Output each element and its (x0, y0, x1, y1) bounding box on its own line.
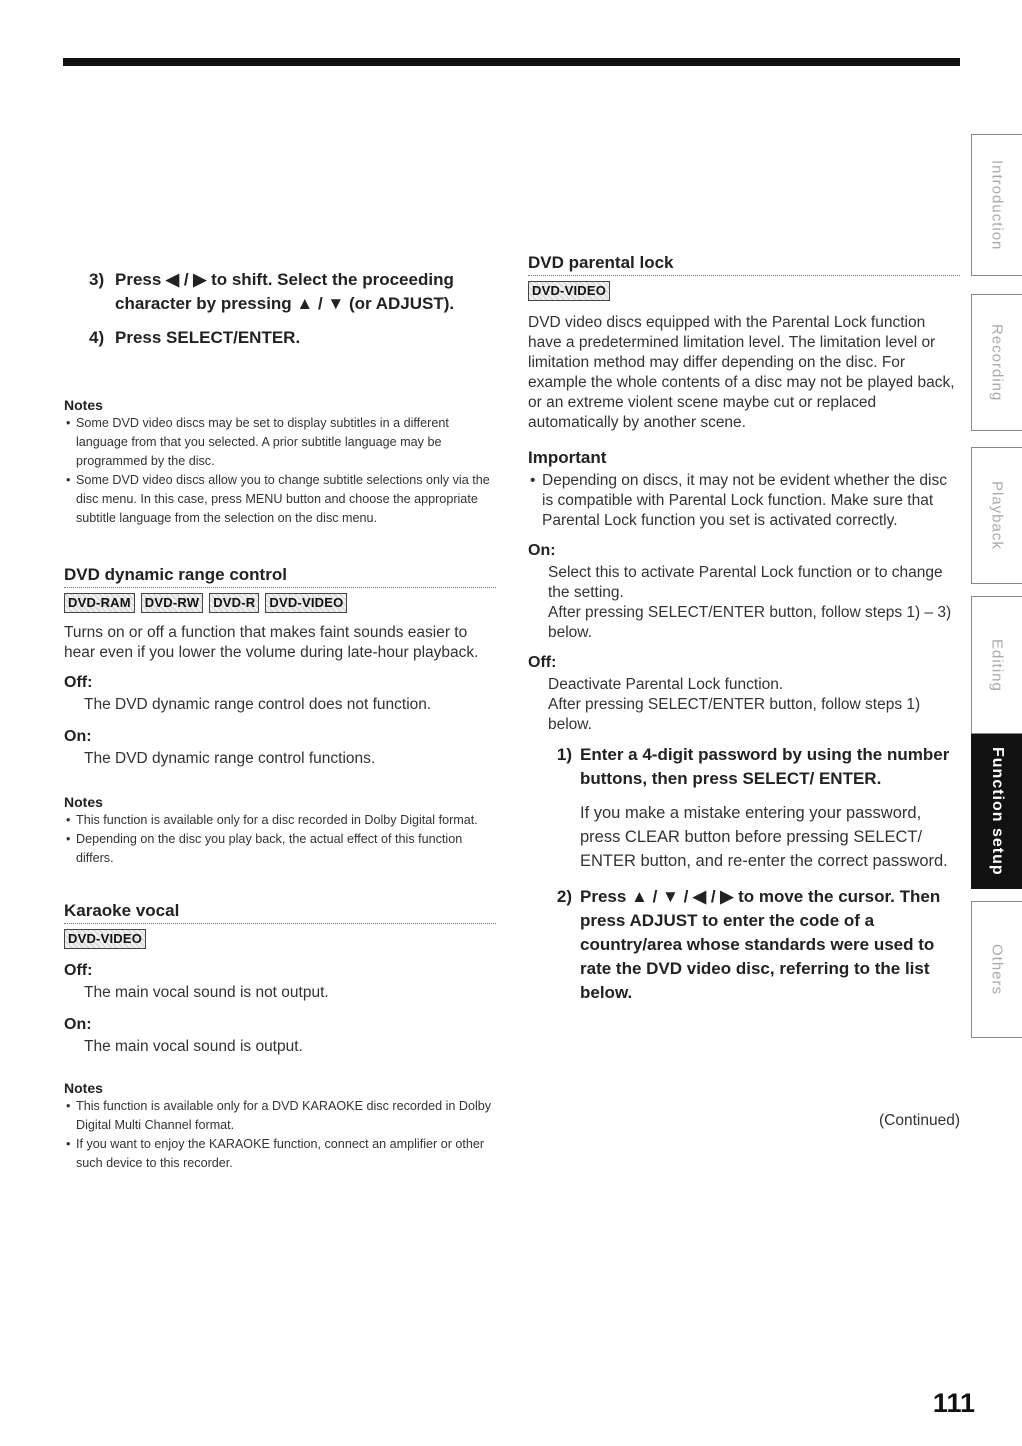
badge-dvd-video: DVD-VIDEO (528, 281, 610, 301)
important-heading: Important (528, 448, 607, 467)
section-title-drc: DVD dynamic range control (64, 564, 496, 588)
note-item: • Some DVD video discs may be set to display subtitles in a different language from that you selected. A prior subtitle language may be programmed by the disc. (64, 414, 496, 471)
step-text: Press ◀ / ▶ to shift. Select the proceeding character by pressing ▲ / ▼ (or ADJUST). (115, 270, 455, 313)
option-text-on: The DVD dynamic range control functions. (84, 750, 376, 767)
option-text-off: Deactivate Parental Lock function. (548, 676, 784, 693)
disc-badges (528, 281, 960, 301)
option-text-on: Select this to activate Parental Lock function or to change the setting. (548, 564, 943, 601)
step-number: 1) (556, 745, 572, 764)
badge-dvd-video: DVD-VIDEO (265, 593, 347, 613)
step-4 (64, 326, 496, 350)
note-item: • Some DVD video discs allow you to change subtitle selections only via the disc menu. In this case, press MENU button and choose the appropriate subtitle language from the selection on the disc menu. (64, 471, 496, 528)
tab-recording[interactable] (971, 294, 1022, 431)
option-label-off: Off: (528, 654, 557, 671)
important-item: • Depending on discs, it may not be evident whether the disc is compatible with Parental Lock function. Make sure that Parental Lock function you set is activated correctly. (528, 471, 960, 531)
step-text: Press SELECT/ENTER. (115, 328, 301, 347)
option-text-off: The main vocal sound is not output. (84, 984, 329, 1001)
section-title-parental-lock: DVD parental lock (528, 252, 960, 276)
disc-badges (64, 593, 496, 613)
tab-playback[interactable] (971, 447, 1022, 584)
option-label-on: On: (528, 542, 556, 559)
badge-dvd-r: DVD-R (209, 593, 259, 613)
parental-step-1 (528, 743, 960, 791)
tab-label: Function setup (989, 747, 1006, 876)
option-text-on: The main vocal sound is output. (84, 1038, 303, 1055)
option-label-on: On: (64, 728, 92, 745)
tab-others[interactable] (971, 901, 1022, 1038)
option-label-on: On: (64, 1016, 92, 1033)
option-label-off: Off: (64, 674, 93, 691)
page-number: 111 (932, 1388, 975, 1418)
parental-step-1-body: If you make a mistake entering your password, press CLEAR button before pressing SELECT/ ENTER button, and re-enter the correct password. (580, 804, 948, 870)
notes-heading: Notes (64, 1080, 103, 1096)
badge-dvd-rw: DVD-RW (141, 593, 203, 613)
continued-label: (Continued) (879, 1112, 960, 1129)
note-item: • Depending on the disc you play back, the actual effect of this function differs. (64, 830, 496, 868)
left-column (64, 268, 496, 1173)
option-text-on-steps: After pressing SELECT/ENTER button, follow steps 1) – 3) below. (548, 604, 952, 641)
tab-editing[interactable] (971, 596, 1022, 734)
step-number: 4) (89, 328, 105, 347)
notes-heading: Notes (64, 794, 103, 810)
option-text-off-steps: After pressing SELECT/ENTER button, follow steps 1) below. (548, 696, 921, 733)
step-text: Enter a 4-digit password by using the number buttons, then press SELECT/ ENTER. (580, 745, 950, 788)
tab-function-setup[interactable] (971, 734, 1022, 889)
parental-step-2 (528, 885, 960, 1005)
step-text: Press ▲ / ▼ / ◀ / ▶ to move the cursor. Then press ADJUST to enter the code of a country/area whose standards were used to rate the DVD video disc, referring to the list below. (580, 887, 941, 1002)
option-text-off: The DVD dynamic range control does not function. (84, 696, 432, 713)
section-description: Turns on or off a function that makes faint sounds easier to hear even if you lower the volume during late-hour playback. (64, 624, 479, 661)
option-label-off: Off: (64, 962, 93, 979)
step-3 (64, 268, 496, 316)
step-number: 3) (89, 270, 105, 289)
tab-label: Others (988, 943, 1006, 995)
tab-label: Editing (988, 638, 1006, 692)
badge-dvd-ram: DVD-RAM (64, 593, 135, 613)
section-description: DVD video discs equipped with the Parental Lock function have a predetermined limitation level. The limitation level or limitation method may differ depending on the disc. For example the whole contents of a disc may not be played back, or an extreme violent scene maybe cut or replaced automatically by another scene. (528, 314, 955, 431)
note-item: • If you want to enjoy the KARAOKE function, connect an amplifier or other such device to this recorder. (64, 1135, 496, 1173)
step-number: 2) (556, 887, 572, 906)
section-title-karaoke: Karaoke vocal (64, 900, 496, 924)
top-rule (63, 58, 960, 66)
notes-heading: Notes (64, 397, 103, 413)
right-column (528, 252, 960, 1005)
note-item: • This function is available only for a DVD KARAOKE disc recorded in Dolby Digital Multi Channel format. (64, 1097, 496, 1135)
note-item: • This function is available only for a disc recorded in Dolby Digital format. (64, 811, 496, 830)
badge-dvd-video: DVD-VIDEO (64, 929, 146, 949)
disc-badges (64, 929, 496, 949)
tab-label: Recording (988, 323, 1006, 402)
tab-label: Introduction (988, 159, 1006, 251)
tab-introduction[interactable] (971, 134, 1022, 276)
tab-label: Playback (988, 481, 1006, 550)
